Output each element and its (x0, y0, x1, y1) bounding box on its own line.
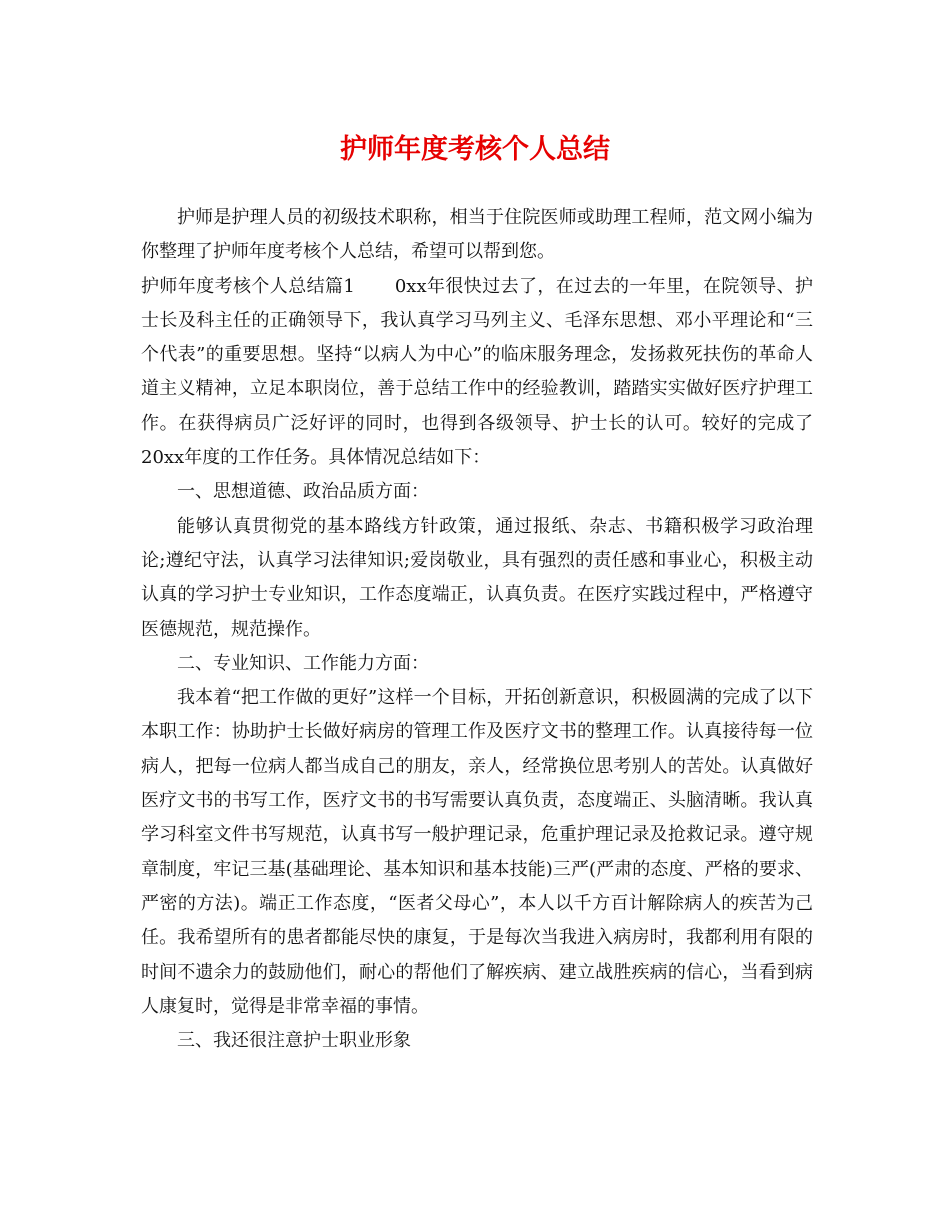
article-heading: 护师年度考核个人总结篇1 (141, 275, 355, 297)
article-lead-text: 0xx年很快过去了，在过去的一年里，在院领导、护士长及科主任的正确领导下，我认真学习马列主义、毛泽东思想、邓小平理论和“三个代表”的重要思想。坚持“以病人为中心”的临床服务理念，发扬救死扶伤的革命人道主义精神，立足本职岗位，善于总结工作中的经验教训，踏踏实实做好医疗护理工作。在获得病员广泛好评的同时，也得到各级领导、护士长的认可。较好的完成了20xx年度的工作任务。具体情况总结如下： (141, 275, 813, 469)
section-body-1: 能够认真贯彻党的基本路线方针政策，通过报纸、杂志、书籍积极学习政治理论;遵纪守法，认真学习法律知识;爱岗敬业，具有强烈的责任感和事业心，积极主动认真的学习护士专业知识，工作态度端正，认真负责。在医疗实践过程中，严格遵守医德规范，规范操作。 (141, 515, 813, 640)
section-heading-1: 一、思想道德、政治品质方面： (177, 481, 429, 503)
article-lead-paragraph (141, 270, 813, 476)
document-title: 护师年度考核个人总结 (340, 134, 610, 165)
document-body (141, 201, 813, 1058)
section-heading-3: 三、我还很注意护士职业形象 (177, 1030, 411, 1052)
intro-paragraph: 护师是护理人员的初级技术职称，相当于住院医师或助理工程师，范文网小编为你整理了护师年度考核个人总结，希望可以帮到您。 (141, 207, 813, 263)
section-heading-2: 二、专业知识、工作能力方面： (177, 652, 429, 674)
section-body-2: 我本着“把工作做的更好”这样一个目标，开拓创新意识，积极圆满的完成了以下本职工作：协助护士长做好病房的管理工作及医疗文书的整理工作。认真接待每一位病人，把每一位病人都当成自己的朋友，亲人，经常换位思考别人的苦处。认真做好医疗文书的书写工作，医疗文书的书写需要认真负责，态度端正、头脑清晰。我认真学习科室文件书写规范，认真书写一般护理记录，危重护理记录及抢救记录。遵守规章制度，牢记三基(基础理论、基本知识和基本技能)三严(严肃的态度、严格的要求、严密的方法)。端正工作态度，“医者父母心”，本人以千方百计解除病人的疾苦为己任。我希望所有的患者都能尽快的康复，于是每次当我进入病房时，我都利用有限的时间不遗余力的鼓励他们，耐心的帮他们了解疾病、建立战胜疾病的信心，当看到病人康复时，觉得是非常幸福的事情。 (141, 687, 813, 1017)
